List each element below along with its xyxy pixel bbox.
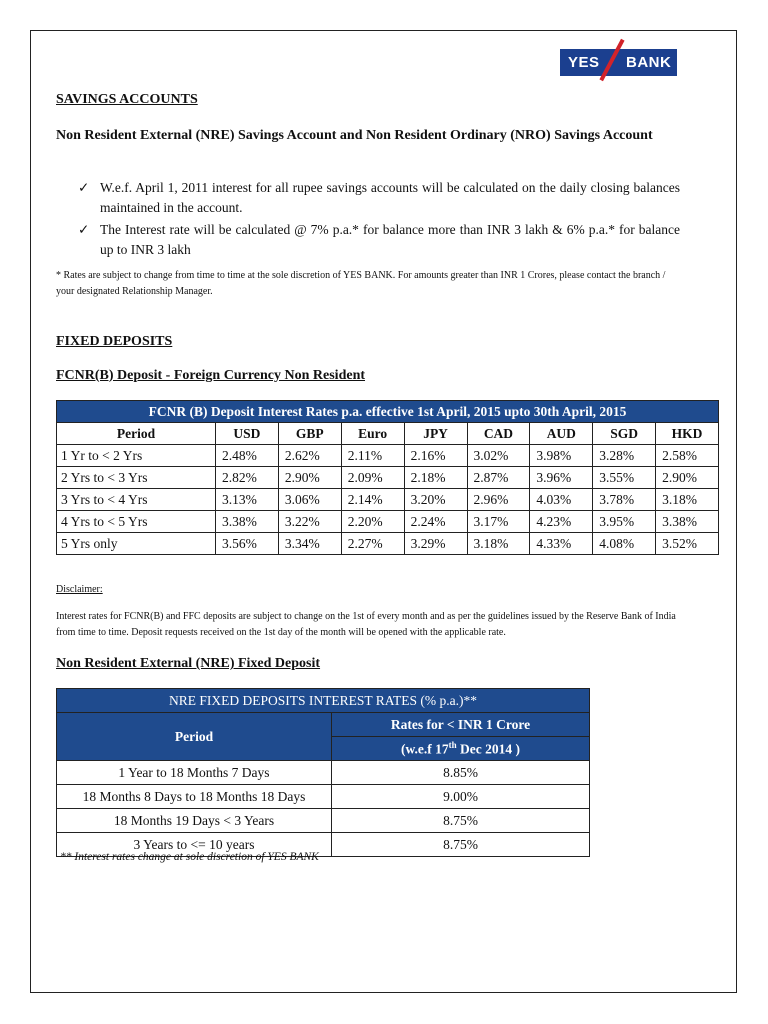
column-header: USD — [216, 423, 279, 445]
table-cell: 2.14% — [341, 489, 404, 511]
savings-heading: SAVINGS ACCOUNTS — [56, 92, 198, 107]
column-header-rate-date — [332, 737, 590, 761]
table-cell: 3.17% — [467, 511, 530, 533]
savings-rate-note: * Rates are subject to change from time to time at the sole discretion of YES BANK. For amounts greater than INR 1 Crores, please contact the branch / your designated Relationship Manager. — [56, 270, 666, 297]
table-cell: 2.90% — [278, 467, 341, 489]
table-cell: 3.95% — [593, 511, 656, 533]
column-header: Euro — [341, 423, 404, 445]
table-cell: 3.20% — [404, 489, 467, 511]
table-cell: 3.55% — [593, 467, 656, 489]
table-cell: 18 Months 8 Days to 18 Months 18 Days — [57, 785, 332, 809]
table-cell: 8.85% — [332, 761, 590, 785]
table-row — [57, 533, 719, 555]
check-icon: ✓ — [78, 180, 90, 195]
table-cell: 4.08% — [593, 533, 656, 555]
column-header: CAD — [467, 423, 530, 445]
table-cell: 2.87% — [467, 467, 530, 489]
table-cell: 3.96% — [530, 467, 593, 489]
table-cell: 1 Year to 18 Months 7 Days — [57, 761, 332, 785]
column-header-rate: Rates for < INR 1 Crore — [332, 713, 590, 737]
disclaimer-text: Interest rates for FCNR(B) and FFC deposits are subject to change on the 1st of every month and as per the guidelines issued by the Reserve Bank of India from time to time. Deposit requests received on the 1st day of the month will be opened with the applicable rate. — [56, 611, 676, 638]
table-cell: 5 Yrs only — [57, 533, 216, 555]
savings-bullet-list — [78, 178, 680, 262]
table-cell: 4.03% — [530, 489, 593, 511]
table-row — [57, 511, 719, 533]
table-cell: 3.29% — [404, 533, 467, 555]
table-cell: 9.00% — [332, 785, 590, 809]
table-cell: 3.06% — [278, 489, 341, 511]
table-cell: 1 Yr to < 2 Yrs — [57, 445, 216, 467]
list-item — [78, 178, 680, 218]
table-cell: 2.16% — [404, 445, 467, 467]
table-cell: 3.28% — [593, 445, 656, 467]
table-cell: 2.11% — [341, 445, 404, 467]
table-cell: 3.52% — [656, 533, 719, 555]
column-header: SGD — [593, 423, 656, 445]
column-header: HKD — [656, 423, 719, 445]
table-cell: 2.24% — [404, 511, 467, 533]
table-cell: 2.96% — [467, 489, 530, 511]
table-cell: 3.98% — [530, 445, 593, 467]
fcnr-table-banner: FCNR (B) Deposit Interest Rates p.a. effective 1st April, 2015 upto 30th April, 2015 — [57, 401, 719, 423]
table-cell: 3.13% — [216, 489, 279, 511]
rate-date-sup: th — [448, 739, 457, 750]
table-row — [57, 809, 590, 833]
column-header-period: Period — [57, 713, 332, 761]
table-cell: 2.82% — [216, 467, 279, 489]
logo-yes-text: YES — [568, 54, 600, 71]
table-row — [57, 785, 590, 809]
table-cell: 2 Yrs to < 3 Yrs — [57, 467, 216, 489]
table-cell: 3.22% — [278, 511, 341, 533]
table-cell: 2.90% — [656, 467, 719, 489]
table-cell: 3.38% — [216, 511, 279, 533]
bullet-text: W.e.f. April 1, 2011 interest for all rupee savings accounts will be calculated on the daily closing balances maintained in the account. — [100, 180, 680, 215]
fcnr-rates-table — [56, 400, 719, 555]
table-header-row — [57, 423, 719, 445]
nre-table-title: NRE FIXED DEPOSITS INTEREST RATES (% p.a.)** — [57, 689, 590, 713]
rate-date-suffix: Dec 2014 ) — [456, 741, 520, 757]
table-row — [57, 445, 719, 467]
table-cell: 3.18% — [467, 533, 530, 555]
table-cell: 2.48% — [216, 445, 279, 467]
table-cell: 3.18% — [656, 489, 719, 511]
fixed-deposits-heading: FIXED DEPOSITS — [56, 334, 173, 349]
column-header: Period — [57, 423, 216, 445]
table-cell: 8.75% — [332, 809, 590, 833]
table-cell: 2.62% — [278, 445, 341, 467]
check-icon: ✓ — [78, 222, 90, 237]
table-cell: 2.09% — [341, 467, 404, 489]
table-cell: 2.18% — [404, 467, 467, 489]
table-row — [57, 489, 719, 511]
table-cell: 18 Months 19 Days < 3 Years — [57, 809, 332, 833]
table-cell: 3.02% — [467, 445, 530, 467]
table-cell: 4.23% — [530, 511, 593, 533]
table-cell: 3.34% — [278, 533, 341, 555]
table-cell: 3 Yrs to < 4 Yrs — [57, 489, 216, 511]
table-cell: 2.20% — [341, 511, 404, 533]
table-cell: 2.58% — [656, 445, 719, 467]
savings-subheading: Non Resident External (NRE) Savings Account and Non Resident Ordinary (NRO) Savings Account — [56, 128, 653, 143]
column-header: JPY — [404, 423, 467, 445]
table-cell: 3.78% — [593, 489, 656, 511]
table-cell: 3 Years to <= 10 years — [57, 833, 332, 857]
fcnr-heading: FCNR(B) Deposit - Foreign Currency Non Resident — [56, 368, 366, 383]
nre-rates-table — [56, 688, 590, 857]
column-header: GBP — [278, 423, 341, 445]
logo-bank-text: BANK — [626, 54, 672, 71]
disclaimer-heading: Disclaimer: — [56, 584, 103, 595]
bullet-text: The Interest rate will be calculated @ 7% p.a.* for balance more than INR 3 lakh & 6% p.a.* for balance up to INR 3 lakh — [100, 222, 680, 257]
yes-bank-logo — [560, 49, 677, 76]
column-header: AUD — [530, 423, 593, 445]
table-row — [57, 761, 590, 785]
nre-footnote: ** Interest rates change at sole discretion of YES BANK — [60, 851, 319, 863]
list-item — [78, 220, 680, 260]
rate-date-prefix: (w.e.f 17 — [401, 741, 449, 757]
table-cell: 8.75% — [332, 833, 590, 857]
table-cell: 3.56% — [216, 533, 279, 555]
table-cell: 4 Yrs to < 5 Yrs — [57, 511, 216, 533]
table-row — [57, 467, 719, 489]
table-cell: 4.33% — [530, 533, 593, 555]
nre-heading: Non Resident External (NRE) Fixed Deposit — [56, 656, 321, 671]
table-cell: 3.38% — [656, 511, 719, 533]
table-cell: 2.27% — [341, 533, 404, 555]
